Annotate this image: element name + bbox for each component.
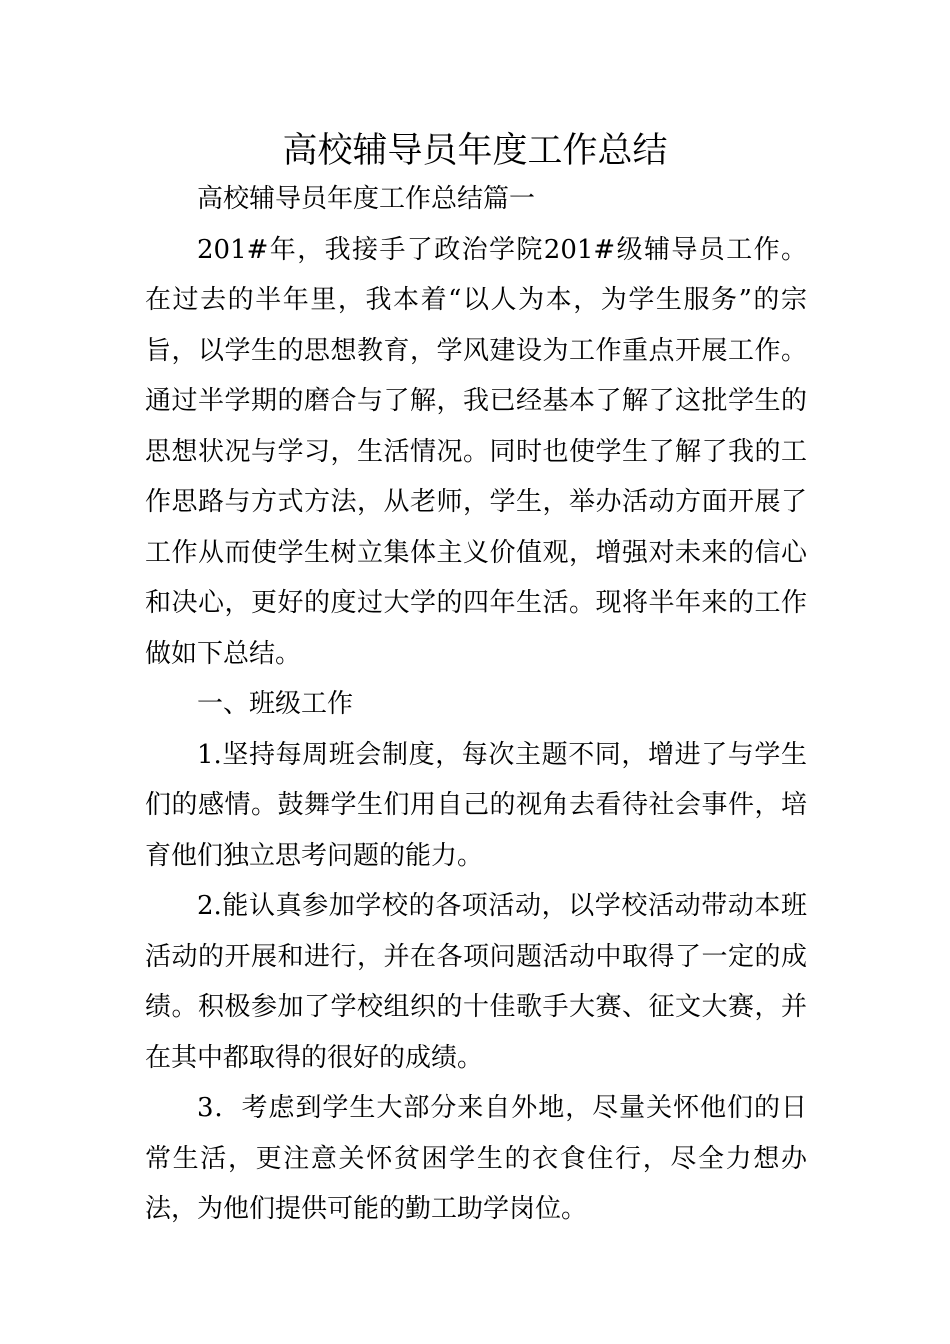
list-item-paragraph: 2.能认真参加学校的各项活动，以学校活动带动本班活动的开展和进行，并在各项问题活动中取得了一定的成绩。积极参加了学校组织的十佳歌手大赛、征文大赛，并在其中都取得的很好的成绩。 [145, 891, 807, 1073]
list-item-paragraph: 3．考虑到学生大部分来自外地，尽量关怀他们的日常生活，更注意关怀贫困学生的衣食住行，尽全力想办法，为他们提供可能的勤工助学岗位。 [145, 1093, 807, 1224]
document-body [145, 174, 807, 1235]
subsection-heading: 一、班级工作 [197, 689, 354, 719]
list-item-paragraph: 1.坚持每周班会制度，每次主题不同，增进了与学生们的感情。鼓舞学生们用自己的视角去看待社会事件，培育他们独立思考问题的能力。 [145, 739, 807, 871]
section-heading: 高校辅导员年度工作总结篇一 [197, 184, 536, 214]
intro-paragraph: 201#年，我接手了政治学院201#级辅导员工作。在过去的半年里，我本着“以人为本，为学生服务”的宗旨，以学生的思想教育，学风建设为工作重点开展工作。通过半学期的磨合与了解，我已经基本了解了这批学生的思想状况与学习，生活情况。同时也使学生了解了我的工作思路与方式方法，从老师，学生，举办活动方面开展了工作从而使学生树立集体主义价值观，增强对未来的信心和决心，更好的度过大学的四年生活。现将半年来的工作做如下总结。 [145, 234, 807, 669]
document-title: 高校辅导员年度工作总结 [282, 131, 668, 171]
